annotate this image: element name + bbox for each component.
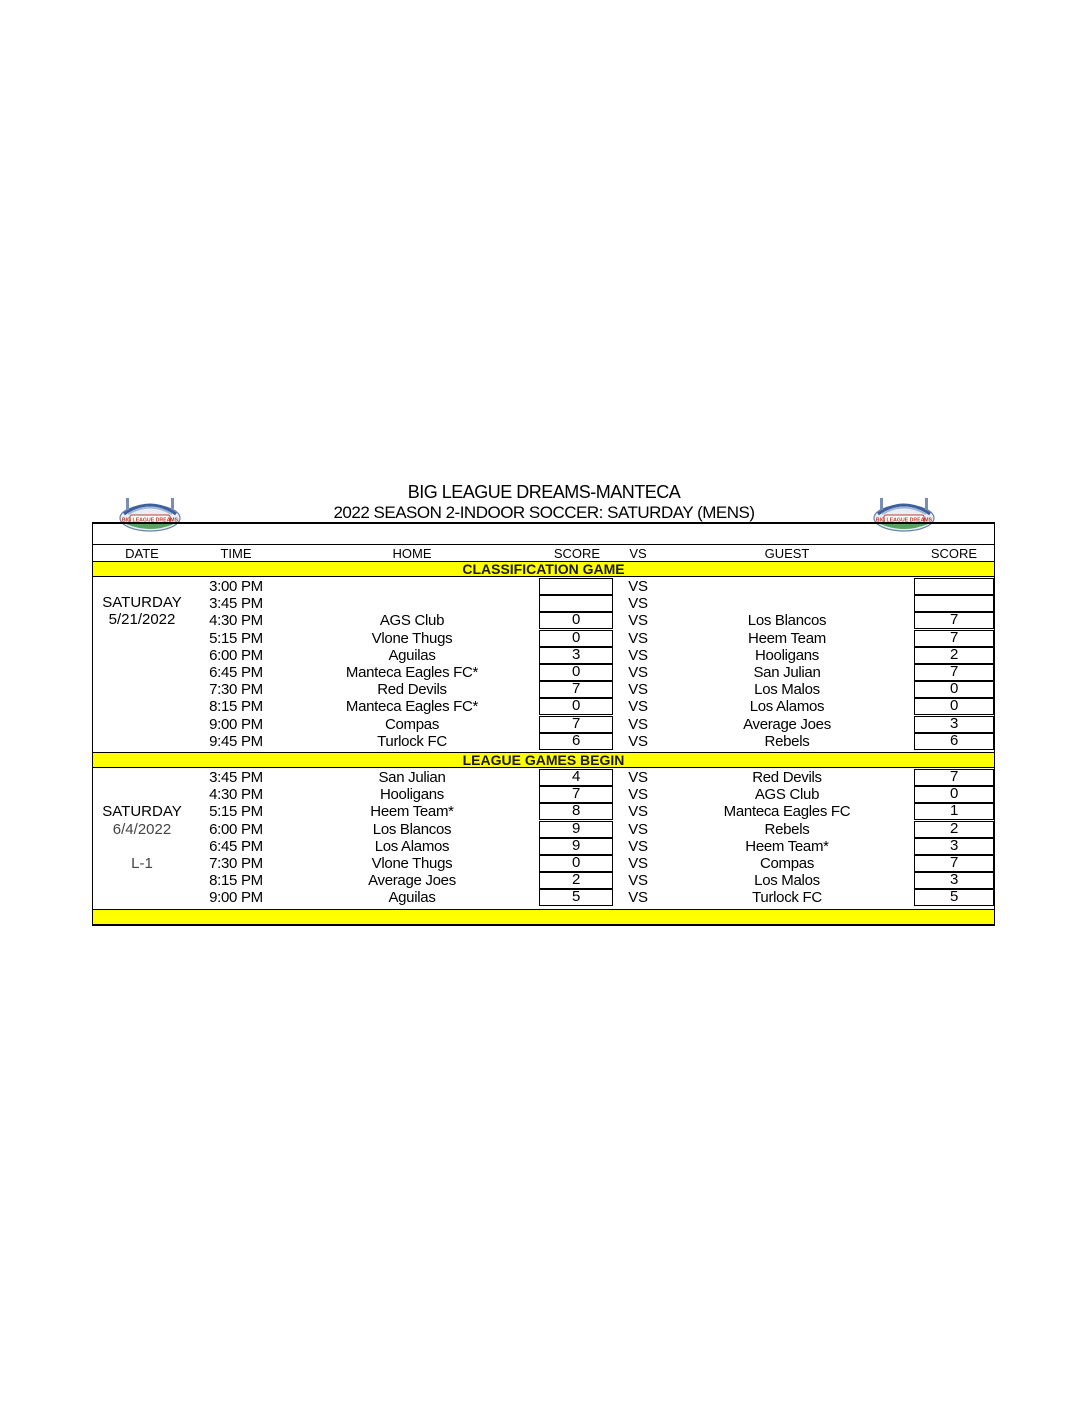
home-team: Aguilas — [388, 646, 436, 664]
home-team: Compas — [384, 715, 440, 733]
table-row — [0, 889, 1088, 906]
table-row — [0, 716, 1088, 733]
vs-label: VS — [628, 786, 648, 804]
guest-score: 5 — [914, 889, 994, 906]
home-team: Red Devils — [377, 681, 447, 699]
guest-score — [914, 595, 994, 612]
home-score: 0 — [539, 612, 613, 629]
guest-score: 1 — [914, 803, 994, 820]
top-rule — [92, 522, 995, 524]
vs-label: VS — [628, 837, 648, 855]
game-time: 7:30 PM — [209, 855, 263, 872]
guest-team: Red Devils — [752, 769, 822, 786]
game-time: 9:45 PM — [209, 732, 263, 750]
home-team: AGS Club — [379, 612, 445, 630]
game-time: 6:00 PM — [209, 820, 263, 838]
guest-team: Rebels — [764, 732, 810, 750]
vs-label: VS — [628, 820, 648, 838]
table-row — [0, 664, 1088, 681]
svg-text:BIG LEAGUE DREAMS: BIG LEAGUE DREAMS — [121, 517, 179, 524]
game-time: 3:45 PM — [209, 595, 263, 613]
home-score: 8 — [539, 803, 613, 820]
game-time: 7:30 PM — [209, 681, 263, 699]
page-title: BIG LEAGUE DREAMS-MANTECA — [407, 482, 681, 502]
home-team: Average Joes — [368, 872, 456, 890]
home-score: 0 — [539, 664, 613, 681]
guest-score: 0 — [914, 698, 994, 715]
guest-team: Compas — [759, 855, 815, 872]
vs-label: VS — [628, 595, 648, 613]
game-time: 4:30 PM — [209, 612, 263, 630]
home-team: Manteca Eagles FC* — [345, 698, 479, 716]
guest-score: 6 — [914, 733, 994, 750]
table-row — [0, 698, 1088, 715]
guest-team: Manteca Eagles FC — [723, 803, 851, 821]
home-score: 3 — [539, 647, 613, 664]
game-time: 6:45 PM — [209, 837, 263, 855]
home-team: San Julian — [378, 769, 446, 786]
vs-label: VS — [628, 664, 648, 681]
vs-label: VS — [628, 698, 648, 716]
column-header-home: HOME — [392, 546, 432, 561]
guest-score: 3 — [914, 838, 994, 855]
home-team: Los Alamos — [374, 837, 450, 855]
home-team: Vlone Thugs — [371, 629, 453, 647]
game-time: 9:00 PM — [209, 715, 263, 733]
home-team: Manteca Eagles FC* — [345, 664, 479, 681]
guest-score: 7 — [914, 769, 994, 786]
vs-label: VS — [628, 855, 648, 872]
table-row — [0, 733, 1088, 750]
game-time: 8:15 PM — [209, 698, 263, 716]
home-score: 5 — [539, 889, 613, 906]
guest-team: Los Blancos — [747, 612, 827, 630]
table-row — [0, 647, 1088, 664]
guest-score: 3 — [914, 716, 994, 733]
svg-text:BIG LEAGUE DREAMS: BIG LEAGUE DREAMS — [875, 517, 933, 524]
game-date: 6/4/2022 — [112, 820, 172, 838]
guest-team: Los Alamos — [749, 698, 825, 716]
game-time: 3:45 PM — [209, 769, 263, 786]
vs-label: VS — [628, 732, 648, 750]
guest-team: Heem Team — [748, 629, 826, 647]
guest-team: AGS Club — [754, 786, 820, 804]
guest-score: 7 — [914, 664, 994, 681]
home-score: 0 — [539, 630, 613, 647]
column-header-guest-score: SCORE — [930, 546, 978, 561]
home-score: 9 — [539, 821, 613, 838]
home-score: 7 — [539, 681, 613, 698]
vs-label: VS — [628, 629, 648, 647]
vs-label: VS — [628, 578, 648, 595]
game-time: 9:00 PM — [209, 889, 263, 907]
game-time: 5:15 PM — [209, 629, 263, 647]
table-row — [0, 838, 1088, 855]
vs-label: VS — [628, 889, 648, 907]
page-subtitle: 2022 SEASON 2-INDOOR SOCCER: SATURDAY (MENS) — [333, 503, 755, 522]
section-banner: CLASSIFICATION GAME — [93, 561, 994, 577]
vs-label: VS — [628, 612, 648, 630]
table-row — [0, 681, 1088, 698]
home-team: Heem Team* — [370, 803, 454, 821]
home-score: 7 — [539, 716, 613, 733]
guest-score: 0 — [914, 786, 994, 803]
game-time: 5:15 PM — [209, 803, 263, 821]
guest-team: Los Malos — [754, 681, 820, 699]
home-score: 0 — [539, 855, 613, 872]
game-time: 4:30 PM — [209, 786, 263, 804]
guest-team: Heem Team* — [745, 837, 829, 855]
game-time: 6:00 PM — [209, 646, 263, 664]
home-score: 7 — [539, 786, 613, 803]
guest-score: 7 — [914, 630, 994, 647]
vs-label: VS — [628, 646, 648, 664]
vs-label: VS — [628, 681, 648, 699]
table-row — [0, 578, 1088, 595]
home-score: 6 — [539, 733, 613, 750]
home-score: 4 — [539, 769, 613, 786]
footer-bar — [93, 909, 994, 925]
guest-team: Average Joes — [743, 715, 831, 733]
guest-team: Turlock FC — [752, 889, 822, 907]
week-label: L-1 — [131, 855, 153, 872]
game-time: 6:45 PM — [209, 664, 263, 681]
column-header-date: DATE — [125, 546, 159, 561]
guest-score: 2 — [914, 647, 994, 664]
guest-team: Los Malos — [754, 872, 820, 890]
home-team: Los Blancos — [372, 820, 452, 838]
guest-score: 7 — [914, 855, 994, 872]
home-score — [539, 595, 613, 612]
vs-label: VS — [628, 803, 648, 821]
table-row — [0, 872, 1088, 889]
column-header-time: TIME — [220, 546, 252, 561]
vs-label: VS — [628, 872, 648, 890]
game-day: SATURDAY — [102, 594, 182, 612]
guest-score: 3 — [914, 872, 994, 889]
home-team: Hooligans — [379, 786, 444, 804]
home-score: 0 — [539, 698, 613, 715]
column-header-vs: VS — [629, 546, 647, 561]
home-team: Vlone Thugs — [371, 855, 453, 872]
vs-label: VS — [628, 769, 648, 786]
guest-score: 0 — [914, 681, 994, 698]
guest-team: San Julian — [753, 664, 821, 681]
guest-score: 7 — [914, 612, 994, 629]
home-score: 9 — [539, 838, 613, 855]
vs-label: VS — [628, 715, 648, 733]
guest-score — [914, 578, 994, 595]
column-header-guest: GUEST — [764, 546, 810, 561]
guest-team: Hooligans — [754, 646, 819, 664]
home-score: 2 — [539, 872, 613, 889]
column-header-home-score: SCORE — [553, 546, 601, 561]
section-banner: LEAGUE GAMES BEGIN — [93, 752, 994, 768]
table-row — [0, 769, 1088, 786]
game-time: 8:15 PM — [209, 872, 263, 890]
table-row — [0, 786, 1088, 803]
home-team: Turlock FC — [377, 732, 447, 750]
home-score — [539, 578, 613, 595]
game-day: SATURDAY — [102, 803, 182, 821]
game-date: 5/21/2022 — [108, 611, 176, 629]
guest-team: Rebels — [764, 820, 810, 838]
home-team: Aguilas — [388, 889, 436, 907]
game-time: 3:00 PM — [209, 578, 263, 595]
table-row — [0, 630, 1088, 647]
guest-score: 2 — [914, 821, 994, 838]
